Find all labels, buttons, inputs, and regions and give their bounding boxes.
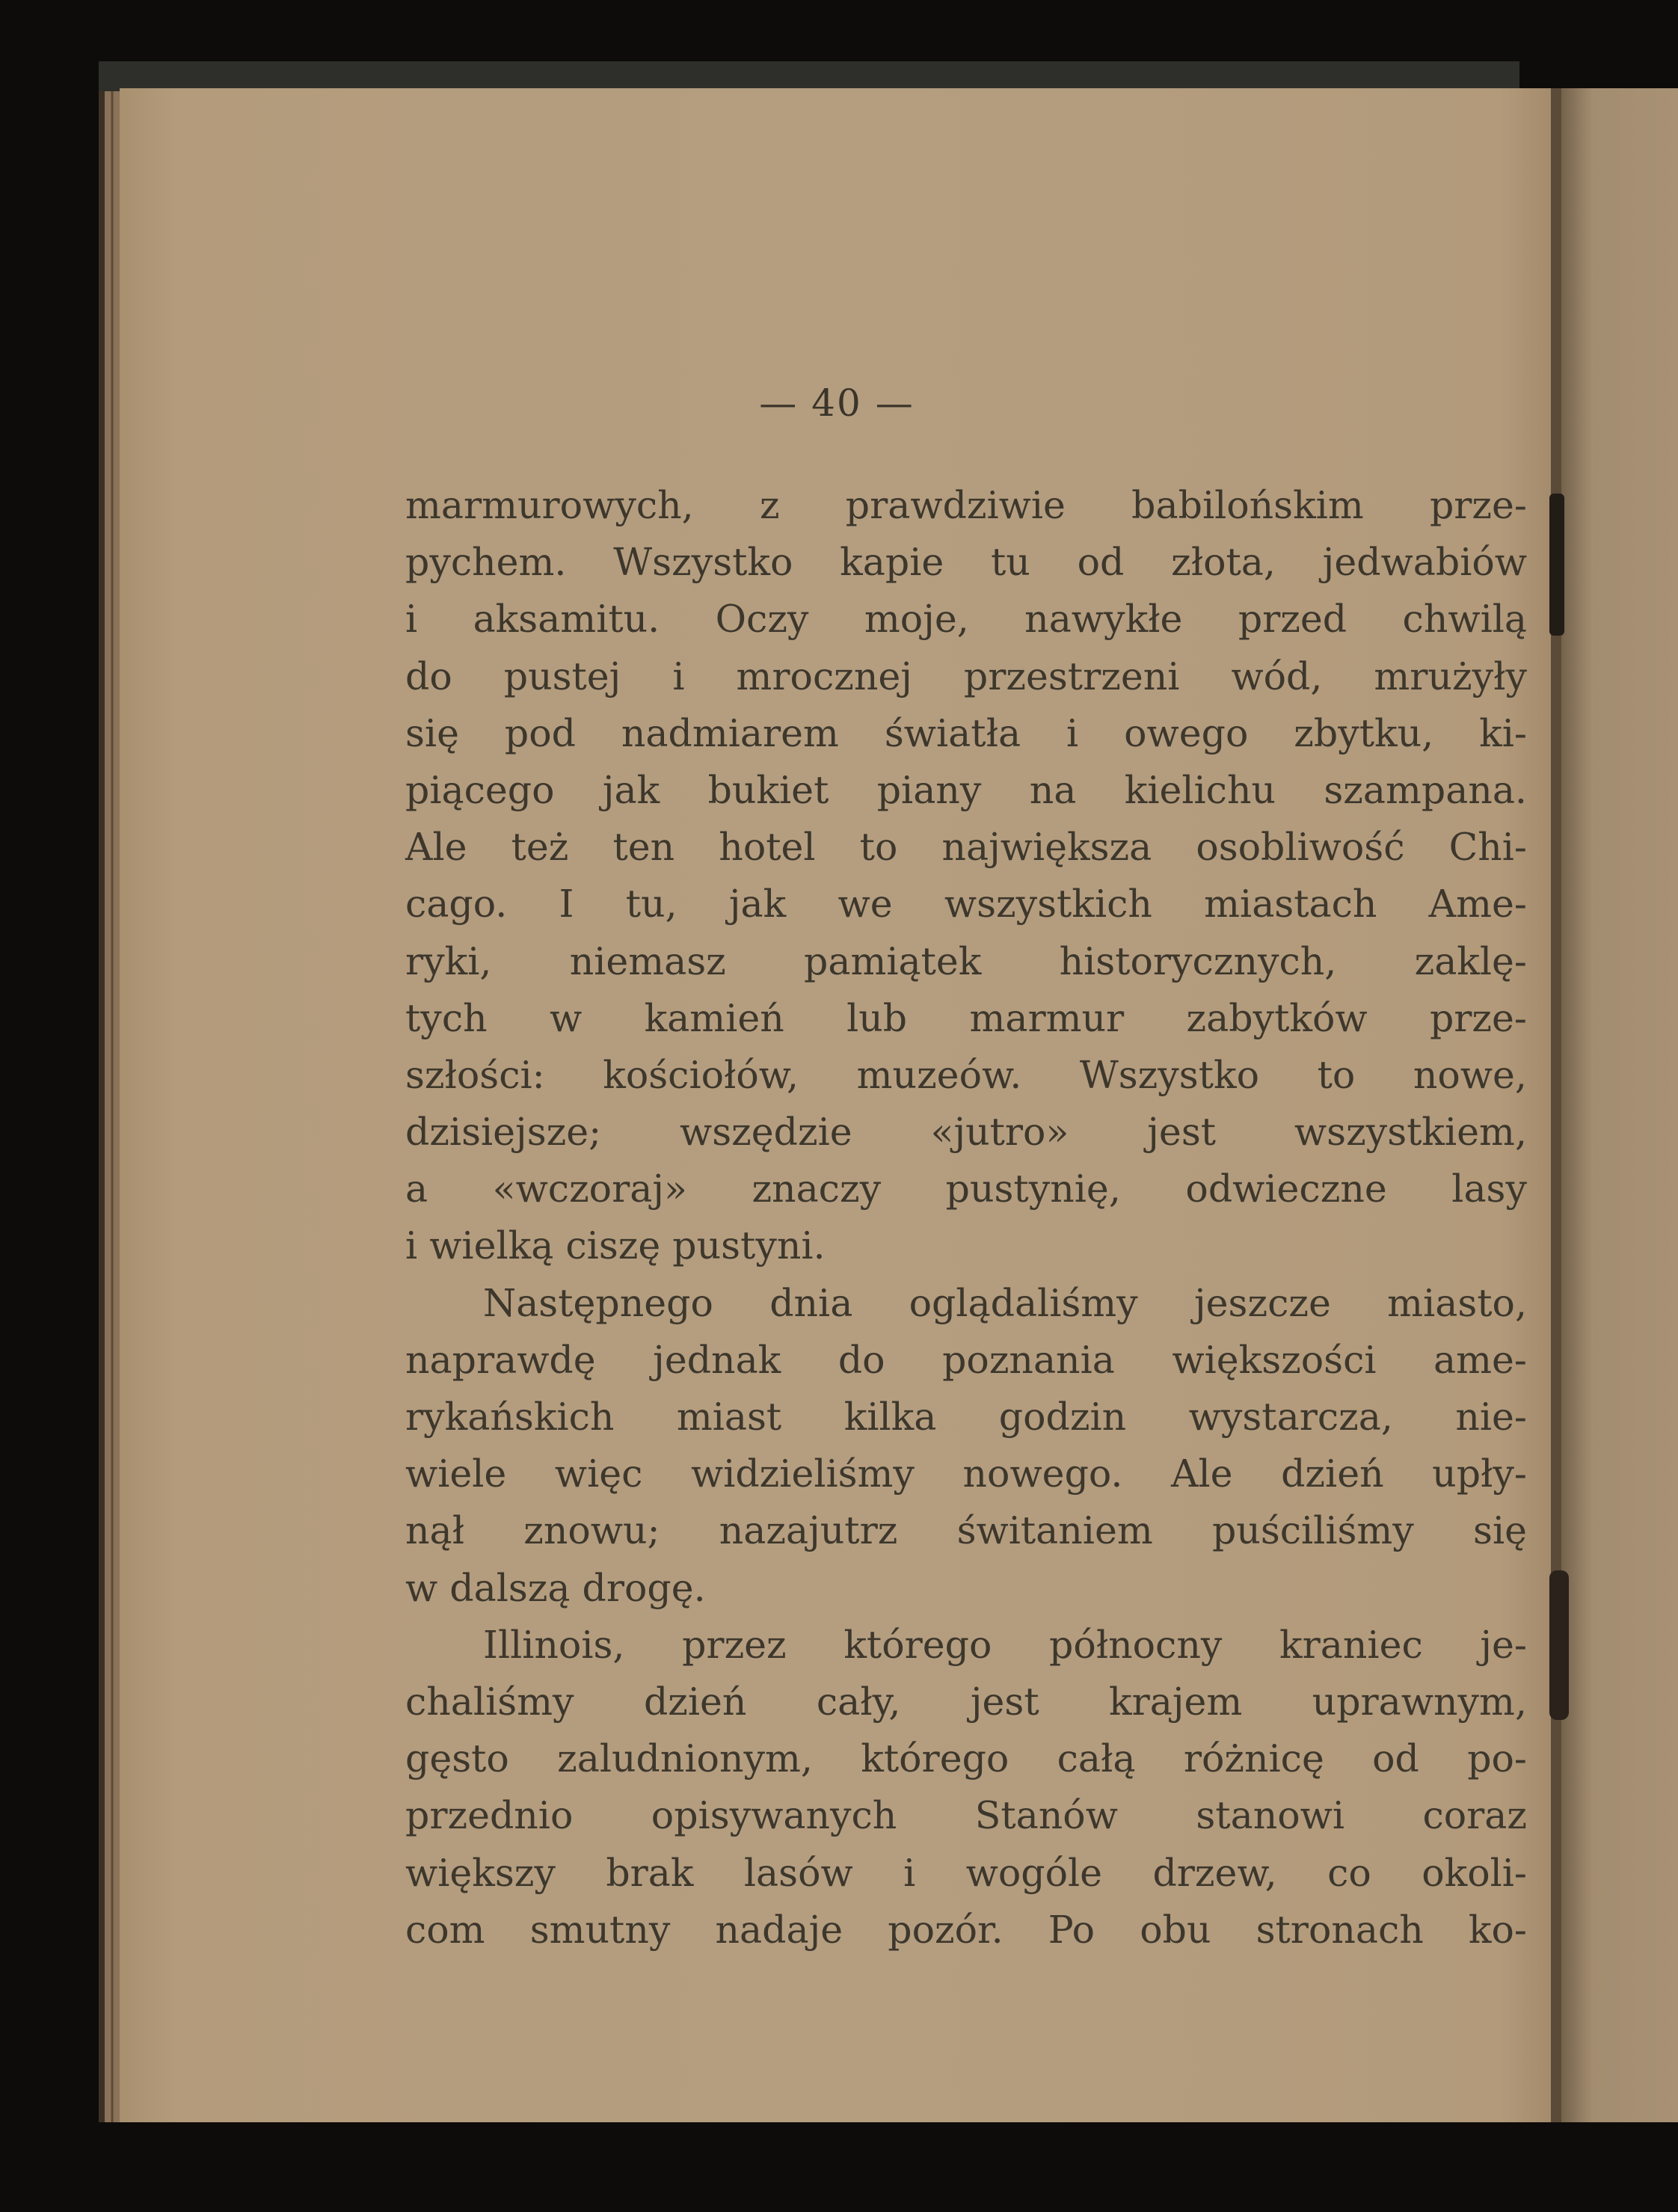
- text-line: rykańskich miast kilka godzin wystarcza, nie-: [405, 1395, 1527, 1439]
- text-line: marmurowych, z prawdziwie babilońskim prze-: [405, 483, 1527, 527]
- text-line: Ale też ten hotel to największa osobliwość Chi-: [405, 825, 1527, 870]
- page-number: — 40 —: [759, 381, 915, 425]
- text-line: większy brak lasów i wogóle drzew, co okoli-: [405, 1850, 1527, 1895]
- text-line: ryki, niemasz pamiątek historycznych, zaklę-: [405, 938, 1527, 983]
- text-line: dzisiejsze; wszędzie «jutro» jest wszystkiem,: [405, 1110, 1527, 1155]
- text-line: szłości: kościołów, muzeów. Wszystko to nowe,: [405, 1052, 1527, 1097]
- text-line: com smutny nadaje pozór. Po obu stronach ko-: [405, 1907, 1527, 1952]
- text-line: tych w kamień lub marmur zabytków prze-: [405, 995, 1527, 1040]
- text-line: a «wczoraj» znaczy pustynię, odwieczne lasy: [405, 1167, 1527, 1211]
- text-line: chaliśmy dzień cały, jest krajem uprawnym,: [405, 1679, 1527, 1724]
- text-line: naprawdę jednak do poznania większości ame-: [405, 1337, 1527, 1382]
- text-line: i aksamitu. Oczy moje, nawykłe przed chwilą: [405, 597, 1527, 642]
- text-line: Illinois, przez którego północny kraniec je-: [483, 1622, 1527, 1667]
- text-line: wiele więc widzieliśmy nowego. Ale dzień upły-: [405, 1451, 1527, 1496]
- text-line: w dalszą drogę.: [405, 1565, 706, 1610]
- text-line: Następnego dnia oglądaliśmy jeszcze miasto,: [483, 1280, 1527, 1325]
- text-line: przednio opisywanych Stanów stanowi coraz: [405, 1793, 1527, 1838]
- text-line: się pod nadmiarem światła i owego zbytku, ki-: [405, 710, 1527, 755]
- text-line: piącego jak bukiet piany na kielichu szampana.: [405, 767, 1527, 812]
- text-line: do pustej i mrocznej przestrzeni wód, mrużyły: [405, 654, 1527, 698]
- text-line: i wielką ciszę pustyni.: [405, 1223, 826, 1268]
- text-line: nął znowu; nazajutrz świtaniem puściliśmy się: [405, 1508, 1527, 1553]
- body-text: [405, 477, 1527, 1958]
- book-page: [120, 88, 1555, 2122]
- text-line: gęsto zaludnionym, którego całą różnicę od po-: [405, 1736, 1527, 1781]
- text-line: cago. I tu, jak we wszystkich miastach Ame-: [405, 882, 1527, 927]
- text-line: pychem. Wszystko kapie tu od złota, jedwabiów: [405, 540, 1527, 585]
